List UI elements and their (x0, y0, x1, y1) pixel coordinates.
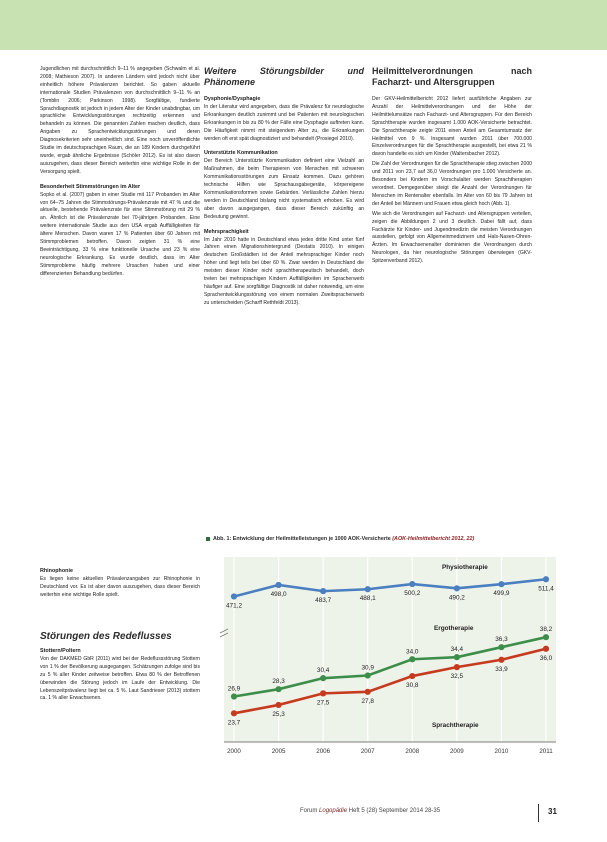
paragraph-heilmittel-3: Wie sich die Verordnungen auf Facharzt- und Altersgruppen verteilen, zeigen die Abbildungen 2 und 3 deutlich. Dabei fällt auf, dass Fachärzte für Kinder- und Jugendmedizin die meisten Verordnungen ausstellen, gefolgt von Allgemeinmedizinern und Hals-Nasen-Ohren-Ärzten. Im Erwachsenenalter dominieren die Verordnungen durch Neurologen, da hier neurologische Störungen überwiegen (GKV-Spitzenverband 2012). (372, 210, 532, 265)
x-tick-label: 2006 (316, 748, 331, 755)
data-label: 490,2 (448, 594, 465, 602)
data-label: 488,1 (359, 595, 376, 603)
caption-source: (AOK-Heilmittelbericht 2012, 22) (392, 536, 475, 542)
series-name-label: Sprachtherapie (432, 722, 479, 729)
column-middle (204, 66, 364, 310)
x-tick-label: 2005 (271, 748, 286, 755)
section-heading-dysphonie: Dysphonie/Dysphagie (204, 96, 261, 102)
figure-caption (206, 536, 474, 542)
data-label: 34,4 (450, 646, 464, 654)
footer-journal: Logopädie (319, 808, 348, 814)
paragraph-ukk: Der Bereich Unterstützte Kommunikation definiert eine Vielzahl an Maßnahmen, die beim Therapieren von Menschen mit schweren Kommunikationsstörungen zum Einsatz kommen. Dazu gehören technische Hilfen wie Sprachausgabegeräte, körpereigene Kommunikationsformen sowie Gebärden. Verlässliche Zahlen hierzu werden in Deutschland bislang nicht systematisch erhoben. Es wird aber davon ausgegangen, dass dieser Bereich zukünftig an Bedeutung gewinnt. (204, 158, 364, 220)
x-tick-label: 2011 (539, 748, 553, 755)
data-point (231, 593, 237, 599)
section-heading-stimme-alter: Besonderheit Stimmstörungen im Alter (40, 183, 141, 190)
block-stottern (40, 648, 200, 703)
section-title-redefluss: Störungen des Redeflusses (40, 631, 172, 642)
data-label: 30,4 (316, 667, 330, 675)
paragraph-mehrsprachigkeit: Im Jahr 2010 hatte in Deutschland etwa jedes dritte Kind unter fünf Jahren einen Migrationshintergrund (Destatis 2010). In einigen deutschen Großstädten ist der Anteil mehrsprachiger Kinder noch höher und liegt teils bei über 60 %. Zwar werden in Deutschland die meisten dieser Kinder nicht sprachtherapeutisch behandelt, doch treten bei mehrsprachigen Kindern Auffälligkeiten im Spracherwerb häufiger auf. Eine sorgfältige Diagnostik ist daher notwendig, um eine Sprachentwicklungsstörung von einem normalen Zweitspracherwerb zu unterscheiden (Scharff Rethfeldt 2013). (204, 236, 364, 306)
data-point (454, 654, 460, 660)
data-point (320, 675, 326, 681)
data-point (275, 582, 281, 588)
data-label: 471,2 (226, 602, 242, 610)
series-name-label: Ergotherapie (434, 625, 474, 632)
data-point (275, 702, 281, 708)
x-tick-label: 2009 (449, 748, 464, 755)
block-rhinophonie (40, 568, 200, 600)
data-label: 27,8 (361, 697, 374, 705)
data-label: 30,8 (406, 682, 419, 690)
data-point (409, 656, 415, 662)
data-point (231, 710, 237, 716)
data-label: 38,2 (539, 626, 553, 634)
data-point (454, 585, 460, 591)
data-label: 511,4 (538, 585, 554, 593)
data-label: 33,9 (495, 665, 508, 673)
data-point (498, 581, 504, 587)
data-point (231, 693, 237, 699)
series-name-label: Physiotherapie (442, 564, 488, 571)
data-label: 34,0 (406, 648, 419, 656)
data-point (365, 689, 371, 695)
paragraph-stimme-alter: Sopko et al. (2007) gaben in einer Studie mit 117 Probanden im Alter von 64–75 Jahren die Stimmstörungs-Prävalenzrate mit 47 % und die aktuelle, bestehende Prävalenzrate für eine Stimmstörung mit 29 % an. Ähnlich ist die Prävalenzrate bei 70-jährigen Probanden. Eine weitere internationale Studie aus den USA ergab Auffälligkeiten für ältere Menschen. Davon waren 17 % Patienten über 60 Jahren mit Stimmproblemen betroffen. Davon zeigten 31 % eine Beeinträchtigung, 33 % eine funktionelle Ursache und 23 % eine neurologische Erkrankung. Es wurde deutlich, dass im Alter Stimmprobleme häufig mehrere Ursachen haben und einer differenzierten Behandlung bedürfen. (40, 191, 200, 277)
column-left (40, 66, 200, 281)
data-point (409, 673, 415, 679)
data-label: 36,3 (495, 636, 508, 644)
section-heading-stottern: Stottern/Poltern (40, 648, 81, 654)
footer-prefix: Forum (300, 808, 318, 814)
caption-square-icon (206, 537, 210, 541)
data-point (365, 672, 371, 678)
data-point (543, 646, 549, 652)
data-label: 499,9 (493, 590, 510, 598)
data-point (498, 657, 504, 663)
data-point (543, 634, 549, 640)
data-point (275, 686, 281, 692)
paragraph-heilmittel-2: Die Zahl der Verordnungen für die Sprachtherapie stieg zwischen 2000 und 2011 von 23,7 auf 36,0 Verordnungen pro 1.000 Versicherte an. Besonders bei Kindern im Vorschulalter werden Sprachtherapien verordnet. Demgegenüber steigt die Anzahl der Verordnungen für Menschen im Rentenalter ebenfalls. Im Alter von 60 bis 79 Jahren ist der Anteil bei Männern und Frauen etwa gleich hoch (Abb. 1). (372, 161, 532, 207)
data-point (543, 576, 549, 582)
section-heading-ukk: Unterstützte Kommunikation (204, 150, 278, 157)
data-point (320, 588, 326, 594)
data-label: 23,7 (227, 719, 241, 727)
data-point (409, 581, 415, 587)
page-number: 31 (548, 807, 557, 816)
footer-divider (538, 804, 539, 822)
section-heading-rhinophonie: Rhinophonie (40, 568, 73, 574)
data-point (365, 586, 371, 592)
data-label: 30,9 (361, 664, 374, 672)
column-right (372, 66, 532, 268)
data-label: 28,3 (272, 678, 285, 686)
x-tick-label: 2008 (405, 748, 420, 755)
section-heading-mehrsprachigkeit: Mehrsprachigkeit (204, 228, 249, 235)
data-label: 500,2 (404, 590, 421, 598)
x-tick-label: 2007 (360, 748, 375, 755)
x-tick-label: 2000 (227, 748, 241, 755)
data-label: 483,7 (315, 597, 332, 605)
data-point (498, 644, 504, 650)
line-chart (212, 547, 568, 767)
caption-label: Abb. 1: Entwicklung der Heilmittelleistungen je 1000 AOK-Versicherte (213, 536, 391, 542)
section-title-heilmittel: Heilmittelverordnungen nach Facharzt- und Altersgruppen (372, 66, 532, 87)
paragraph-rhinophonie: Es liegen keine aktuellen Prävalenzangaben zur Rhinophonie in Deutschland vor. Es ist aber davon auszugehen, dass dieser Bereich weiterhin eine wichtige Rolle spielt. (40, 575, 200, 598)
data-label: 32,5 (450, 673, 464, 681)
page-footer (300, 808, 560, 822)
chart-container (212, 547, 568, 767)
paragraph-stottern: Von der DAKMED GbR (2011) wird bei der Redeflussstörung Stottern von 1 % der Bevölkerung ausgegangen. Schätzungen zufolge sind bis zu 5 % aller Kinder zeitweise betroffen. Etwa 80 % der Betroffenen überwinden die Störung jedoch im Laufe der Entwicklung. Die Lebenszeitprävalenz liegt bei ca. 5 %. Laut Sandrieser (2013) stottern ca. 1 % aller Erwachsenen. (40, 655, 200, 702)
paragraph-intro: Jugendlichen mit durchschnittlich 9–11 % angegeben (Schwalm et al. 2008; Mathieson 2007). In anderen Ländern wird jedoch nicht über einheitlich höhere Prävalenzen berichtet. So gaben aktuelle internationale Studien Prävalenzen von durchschnittlich 9–11 % an (Tomblin 2006; Parkinson 1998). Sorgfältige, fundierte Sprachdiagnostik ist jedoch in jedem Alter der Kinder unabdingbar, um sprachliche Entwicklungsstörungen rechtzeitig erkennen und behandeln zu können. Die genannten Zahlen machen deutlich, dass Angaben zu Sprachentwicklungsstörungen und deren Diagnosekriterien sehr uneinheitlich sind. Eine noch unveröffentlichte Studie im deutschsprachigen Raum, die an 189 Kindern durchgeführt wurde, ergab ähnliche Ergebnisse (Schöler 2012). Es ist also davon auszugehen, dass dieser Bereich weiterhin eine wichtige Rolle in der Versorgung spielt. (40, 66, 200, 175)
data-label: 498,0 (270, 591, 287, 598)
data-label: 25,3 (272, 710, 285, 718)
header-band (0, 0, 607, 50)
x-tick-label: 2010 (494, 748, 509, 755)
paragraph-dysphonie: In der Literatur wird angegeben, dass die Prävalenz für neurologische Erkrankungen deutlich zunimmt und bei Patienten mit neurologischen Erkrankungen in bis zu 80 % der Fälle eine Dysphagie auftreten kann. Die Häufigkeit nimmt mit steigendem Alter zu, die Erkrankungen werden oft erst spät diagnostiziert und behandelt (Prosiegel 2010). (204, 103, 364, 142)
section-title-weitere: Weitere Störungsbilder und Phänomene (204, 66, 364, 87)
data-point (454, 664, 460, 670)
data-label: 26,9 (227, 685, 241, 693)
data-label: 36,0 (539, 654, 553, 662)
paragraph-heilmittel-1: Der GKV-Heilmittelbericht 2012 liefert ausführliche Angaben zur Anzahl der Heilmittelverordnungen und der Höhe der Heilmittelumsätze nach Facharzt- und Altersgruppen. Für den Bereich Sprachtherapie wurden insgesamt 1.000 AOK-Versicherte betrachtet. Die Sprachtherapie zeigte 2011 einen Anteil am Gesamtumsatz der Heilmittel von 9 %. Insgesamt wurden 2011 über 700.000 Einzelverordnungen für die Sprachtherapie ausgestellt, bei etwa 21 % davon handelte es sich um Kinder (Waltersbacher 2012). (372, 96, 532, 158)
data-label: 27,5 (316, 699, 330, 707)
footer-issue: Heft 5 (28) September 2014 28-35 (348, 808, 441, 814)
data-point (320, 690, 326, 696)
